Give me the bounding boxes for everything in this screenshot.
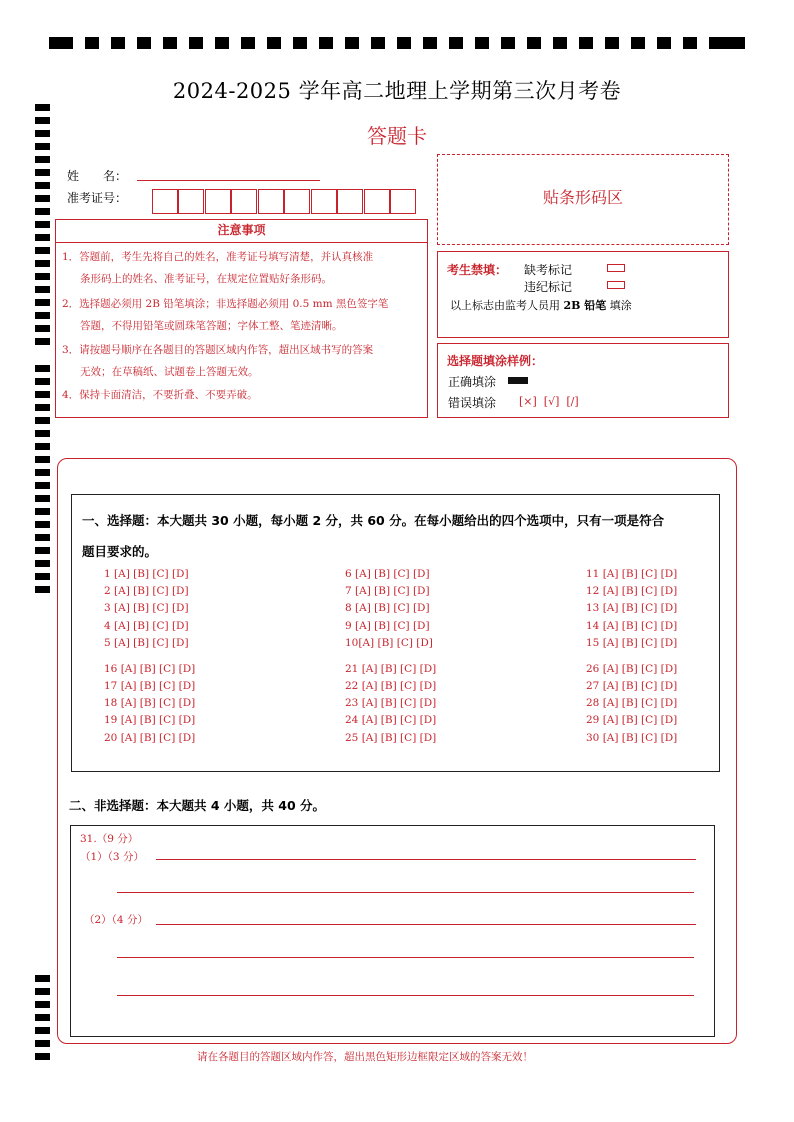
choice-question[interactable]: 3 [A] [B] [C] [D] [104, 602, 189, 614]
choice-question[interactable]: 4 [A] [B] [C] [D] [104, 620, 189, 632]
choice-question[interactable]: 14 [A] [B] [C] [D] [586, 620, 678, 632]
choice-question[interactable]: 21 [A] [B] [C] [D] [345, 663, 437, 675]
exam-id-label: 准考证号： [67, 191, 128, 205]
choice-question[interactable]: 30 [A] [B] [C] [D] [586, 732, 678, 744]
choice-question[interactable]: 1 [A] [B] [C] [D] [104, 568, 189, 580]
wrong-fill-label: 错误填涂 [448, 396, 497, 410]
choice-question[interactable]: 24 [A] [B] [C] [D] [345, 714, 437, 726]
notice-item: 2．选择题必须用 2B 铅笔填涂；非选择题必须用 0.5 mm 黑色签字笔 [62, 298, 389, 310]
name-label: 姓 名： [67, 169, 128, 183]
choice-question[interactable]: 5 [A] [B] [C] [D] [104, 637, 189, 649]
proctor-note-prefix: 以上标志由监考人员用 [450, 299, 560, 312]
choice-question[interactable]: 6 [A] [B] [C] [D] [345, 568, 430, 580]
choice-question-box [71, 494, 720, 772]
choice-question[interactable]: 23 [A] [B] [C] [D] [345, 697, 437, 709]
choice-question[interactable]: 27 [A] [B] [C] [D] [586, 680, 678, 692]
choice-question[interactable]: 9 [A] [B] [C] [D] [345, 620, 430, 632]
choice-question[interactable]: 7 [A] [B] [C] [D] [345, 585, 430, 597]
notice-item: 4．保持卡面清洁，不要折叠、不要弄破。 [62, 389, 258, 401]
choice-question[interactable]: 25 [A] [B] [C] [D] [345, 732, 437, 744]
q31-answer-box [70, 825, 715, 1037]
violation-mark-label: 违纪标记 [524, 280, 573, 294]
choice-question[interactable]: 22 [A] [B] [C] [D] [345, 680, 437, 692]
proctor-note [450, 297, 632, 313]
q31-part2-label: （2）（4 分） [84, 914, 148, 926]
choice-question[interactable]: 16 [A] [B] [C] [D] [104, 663, 196, 675]
absent-mark-label: 缺考标记 [524, 263, 573, 277]
proctor-note-suffix: 填涂 [609, 299, 632, 312]
barcode-area: 贴条形码区 [437, 154, 729, 245]
choice-question[interactable]: 28 [A] [B] [C] [D] [586, 697, 678, 709]
fill-example-title: 选择题填涂样例： [447, 354, 544, 368]
choice-question[interactable]: 26 [A] [B] [C] [D] [586, 663, 678, 675]
notice-item: 3．请按题号顺序在各题目的答题区域内作答，超出区域书写的答案 [62, 344, 374, 356]
choice-question[interactable]: 19 [A] [B] [C] [D] [104, 714, 196, 726]
exam-title: 2024-2025 学年高二地理上学期第三次月考卷 [172, 79, 622, 103]
absent-mark-box[interactable] [607, 264, 625, 272]
choice-question[interactable]: 11 [A] [B] [C] [D] [586, 568, 678, 580]
answer-line[interactable] [156, 924, 696, 925]
choice-question[interactable]: 10[A] [B] [C] [D] [345, 637, 433, 649]
footer-warning: 请在各题目的答题区域内作答，超出黑色矩形边框限定区域的答案无效！ [197, 1051, 533, 1063]
choice-question[interactable]: 29 [A] [B] [C] [D] [586, 714, 678, 726]
section2-title: 二、非选择题：本大题共 4 小题，共 40 分。 [69, 798, 326, 813]
answer-line[interactable] [117, 892, 694, 893]
section1-title-line1: 一、选择题：本大题共 30 小题，每小题 2 分，共 60 分。在每小题给出的四个选项中，只有一项是符合 [82, 513, 665, 528]
violation-mark-box[interactable] [607, 281, 625, 289]
proctor-mark-title: 考生禁填： [447, 263, 508, 277]
section1-title-line2: 题目要求的。 [82, 544, 158, 559]
choice-question[interactable]: 20 [A] [B] [C] [D] [104, 732, 196, 744]
choice-question[interactable]: 13 [A] [B] [C] [D] [586, 602, 678, 614]
proctor-note-bold: 2B 铅笔 [563, 299, 607, 312]
choice-question[interactable]: 2 [A] [B] [C] [D] [104, 585, 189, 597]
correct-fill-label: 正确填涂 [448, 375, 497, 389]
choice-question[interactable]: 15 [A] [B] [C] [D] [586, 637, 678, 649]
wrong-fill-marks: [×] [√] [/] [519, 395, 579, 408]
top-timing-marks [49, 37, 745, 51]
correct-fill-mark [508, 377, 528, 384]
answer-line[interactable] [117, 957, 694, 958]
notice-item: 1．答题前，考生先将自己的姓名，准考证号填写清楚，并认真核准 [62, 251, 374, 263]
choice-question[interactable]: 12 [A] [B] [C] [D] [586, 585, 678, 597]
choice-question[interactable]: 17 [A] [B] [C] [D] [104, 680, 196, 692]
choice-question[interactable]: 18 [A] [B] [C] [D] [104, 697, 196, 709]
notice-item: 答题，不得用铅笔或圆珠笔答题；字体工整、笔迹清晰。 [80, 320, 343, 332]
notice-item: 无效；在草稿纸、试题卷上答题无效。 [80, 366, 259, 378]
choice-question[interactable]: 8 [A] [B] [C] [D] [345, 602, 430, 614]
q31-label: 31.（9 分） [80, 833, 139, 845]
answer-line[interactable] [156, 859, 696, 860]
name-field[interactable] [137, 180, 320, 181]
q31-part1-label: （1）（3 分） [80, 851, 144, 863]
notice-item: 条形码上的姓名、准考证号，在规定位置贴好条形码。 [80, 273, 332, 285]
notice-title: 注意事项 [55, 219, 428, 243]
answer-line[interactable] [117, 995, 694, 996]
answer-sheet-subtitle: 答题卡 [367, 124, 427, 148]
